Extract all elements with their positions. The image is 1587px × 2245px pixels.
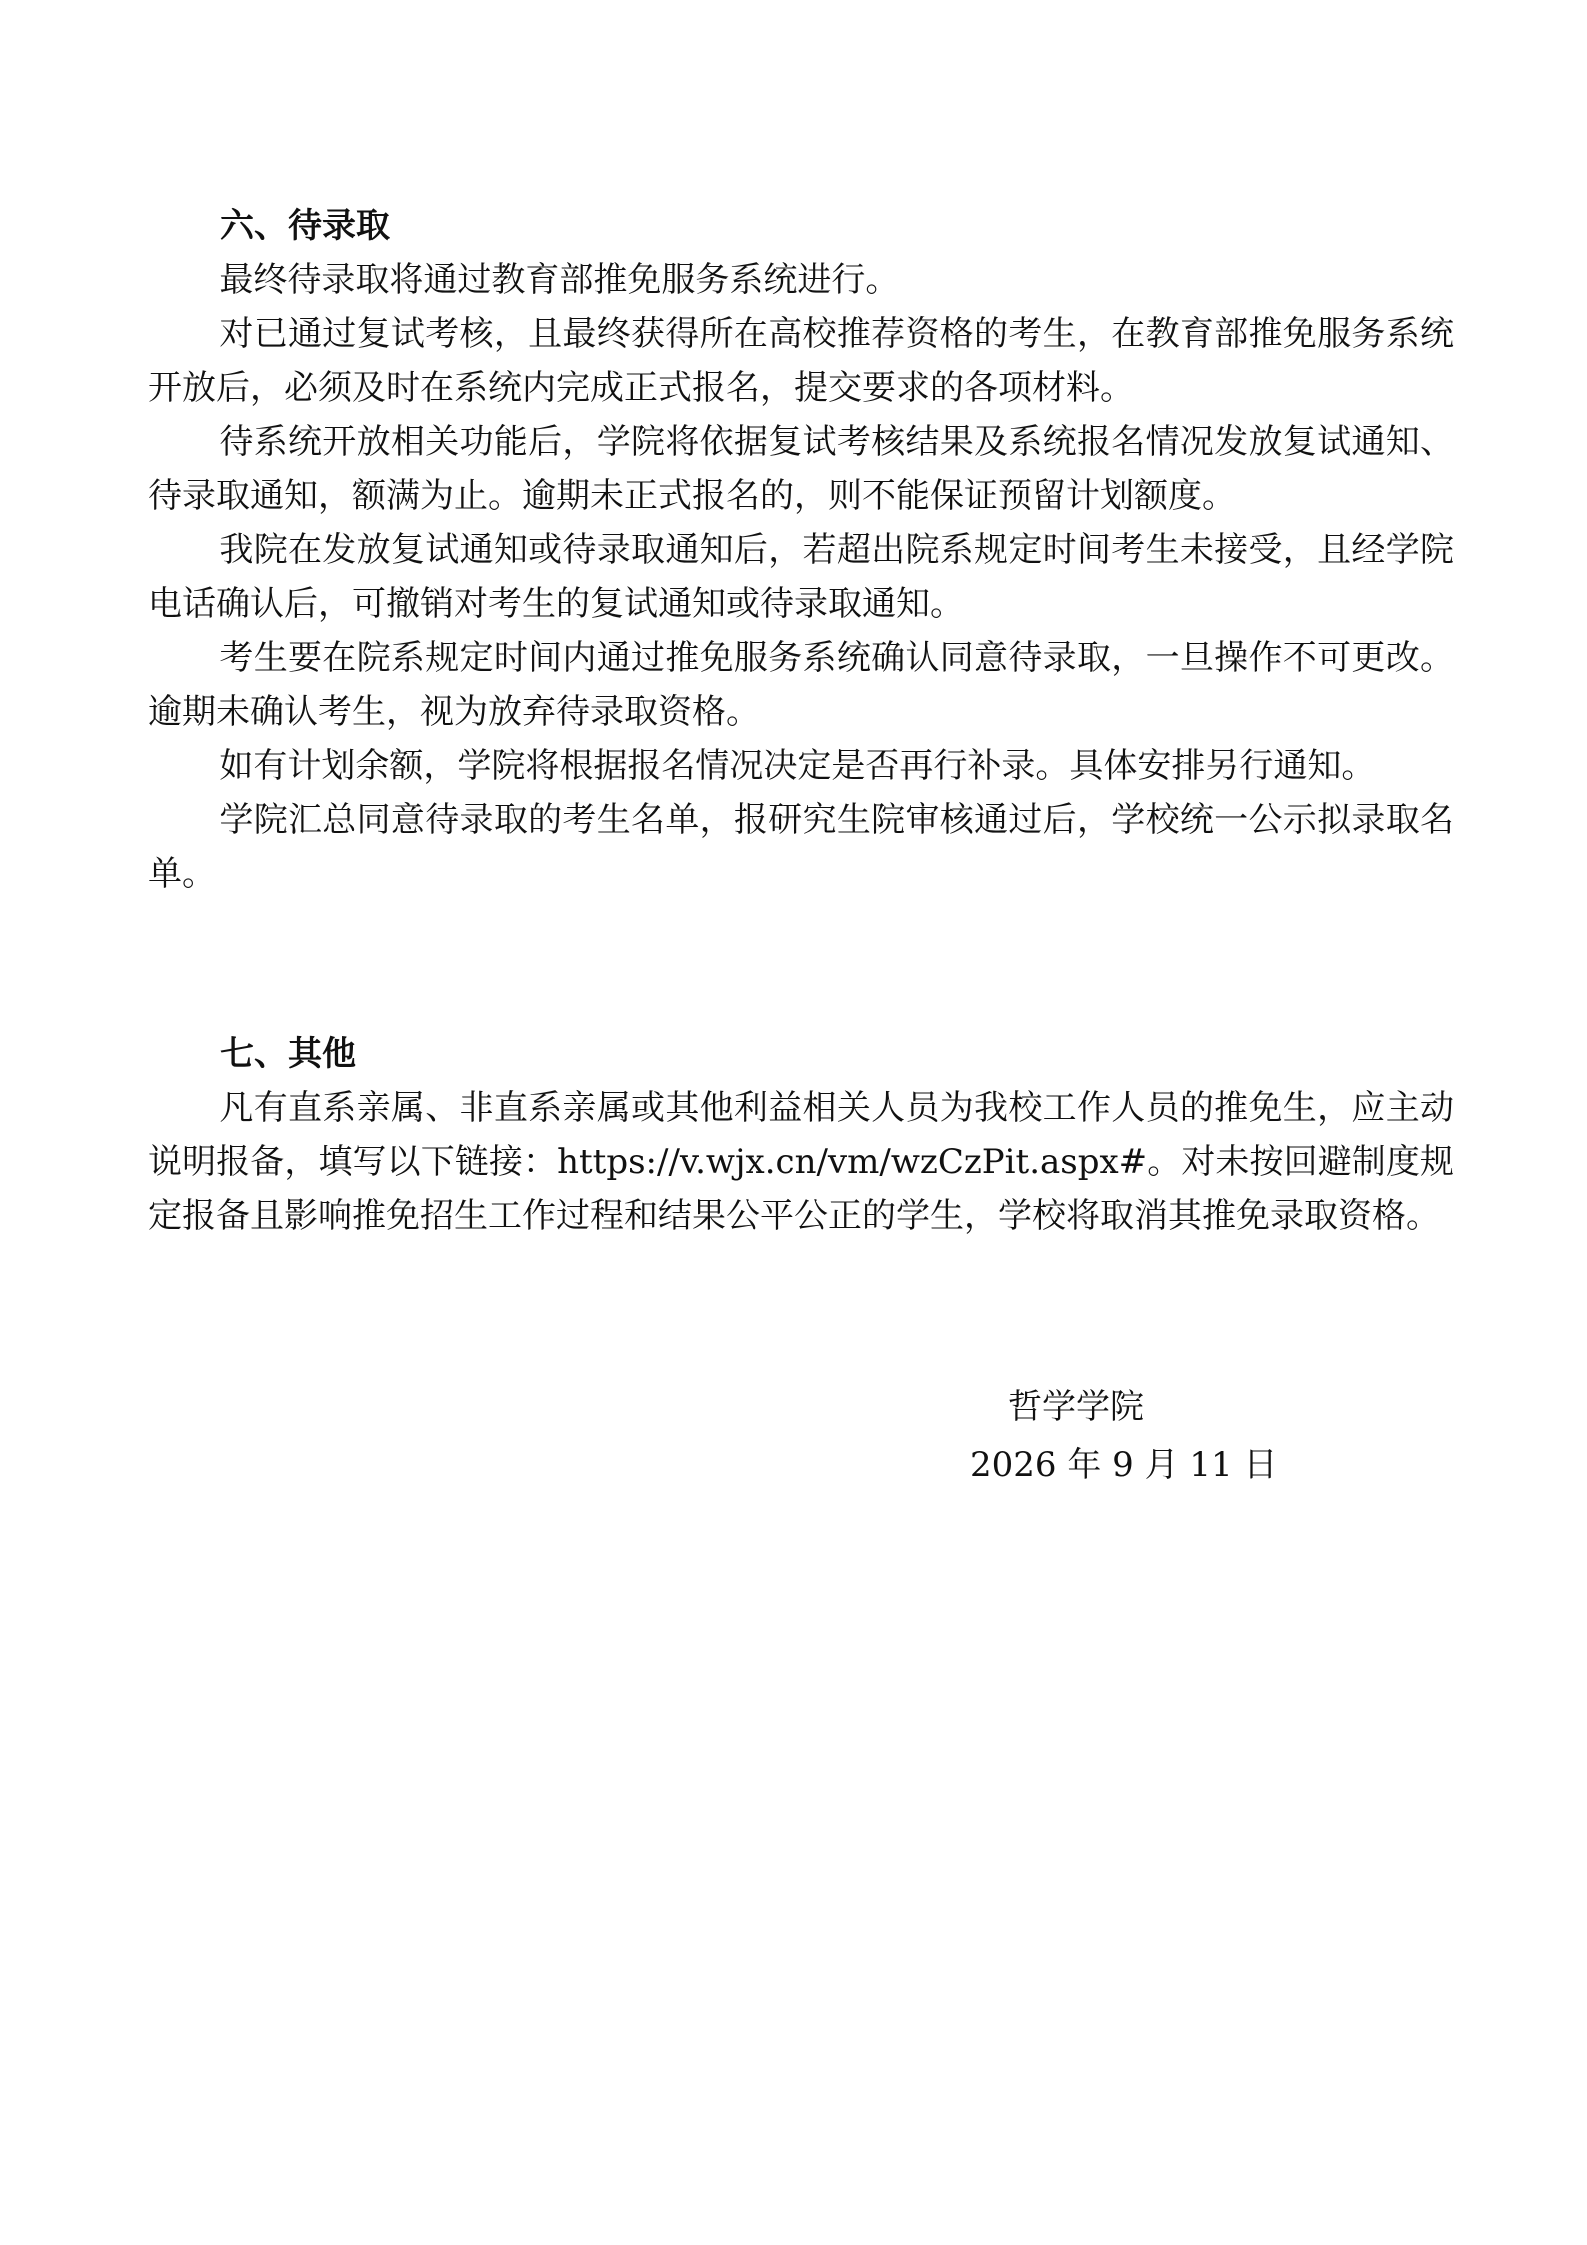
section-heading: 六、待录取 — [220, 206, 390, 246]
paragraph: 学院汇总同意待录取的考生名单，报研究生院审核通过后，学校统一公示拟录取名单。 — [148, 800, 1454, 894]
paragraph: 对已通过复试考核，且最终获得所在高校推荐资格的考生，在教育部推免服务系统开放后，必须及时在系统内完成正式报名，提交要求的各项材料。 — [148, 314, 1454, 408]
signature-organization: 哲学学院 — [1008, 1387, 1144, 1427]
paragraph: 凡有直系亲属、非直系亲属或其他利益相关人员为我校工作人员的推免生，应主动说明报备，填写以下链接：https://v.wjx.cn/vm/wzCzPit.aspx#。对未按回避制度规定报备且影响推免招生工作过程和结果公平公正的学生，学校将取消其推免录取资格。 — [148, 1088, 1454, 1236]
paragraph: 如有计划余额，学院将根据报名情况决定是否再行补录。具体安排另行通知。 — [219, 746, 1376, 786]
signature-date: 2026 年 9 月 11 日 — [970, 1445, 1278, 1485]
section-heading: 七、其他 — [220, 1034, 356, 1074]
paragraph: 最终待录取将通过教育部推免服务系统进行。 — [219, 260, 900, 300]
paragraph: 我院在发放复试通知或待录取通知后，若超出院系规定时间考生未接受，且经学院电话确认后，可撤销对考生的复试通知或待录取通知。 — [148, 530, 1454, 624]
section-other — [148, 1028, 1454, 1243]
section-pending-admission — [148, 200, 1454, 901]
paragraph: 待系统开放相关功能后，学院将依据复试考核结果及系统报名情况发放复试通知、待录取通知，额满为止。逾期未正式报名的，则不能保证预留计划额度。 — [148, 422, 1454, 516]
paragraph: 考生要在院系规定时间内通过推免服务系统确认同意待录取，一旦操作不可更改。逾期未确认考生，视为放弃待录取资格。 — [148, 638, 1454, 732]
